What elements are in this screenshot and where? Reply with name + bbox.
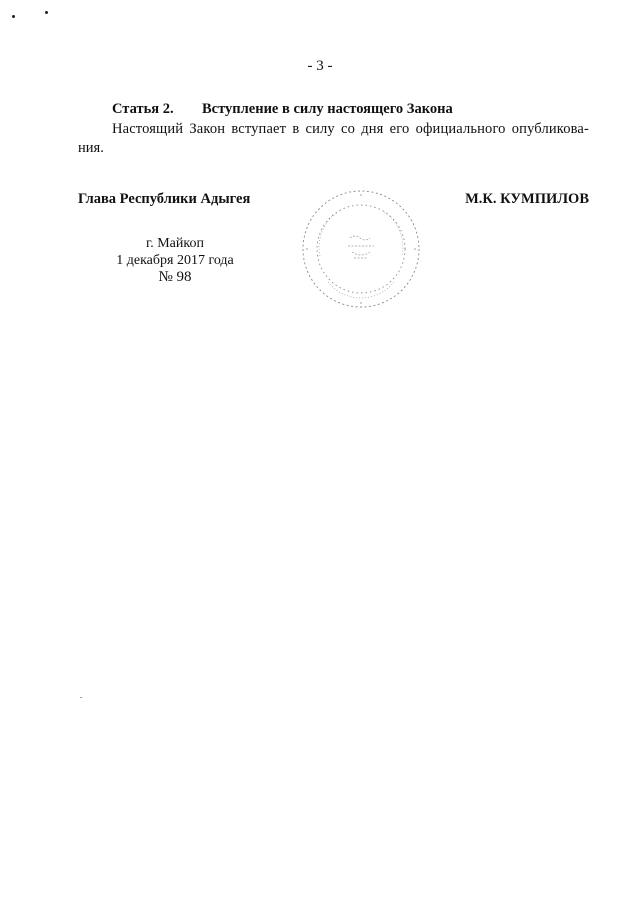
article-text-line: ния.	[78, 140, 104, 156]
seal-text-arc	[328, 282, 394, 298]
official-seal-icon	[298, 186, 424, 312]
city: г. Майкоп	[146, 236, 204, 251]
place-date-block	[100, 236, 250, 286]
article-number: Статья 2.	[112, 101, 174, 117]
signatory-position: Глава Республики Адыгея	[78, 191, 251, 207]
scan-speck	[80, 697, 82, 698]
scan-speck	[45, 11, 48, 14]
seal-text-arc	[384, 212, 403, 256]
date: 1 декабря 2017 года	[116, 252, 234, 268]
seal-text-arc	[319, 212, 338, 256]
signatory-name: М.К. КУМПИЛОВ	[465, 191, 589, 207]
seal-emblem	[348, 236, 374, 258]
law-number: № 98	[158, 269, 192, 285]
article-heading	[112, 101, 453, 118]
seal-outer-ring	[303, 191, 419, 307]
article-title: Вступление в силу настоящего Закона	[202, 101, 453, 117]
page-number: - 3 -	[307, 58, 333, 74]
article-text-line: Настоящий Закон вступает в силу со дня его официального опубликова-	[112, 121, 589, 137]
scan-speck	[12, 15, 15, 18]
